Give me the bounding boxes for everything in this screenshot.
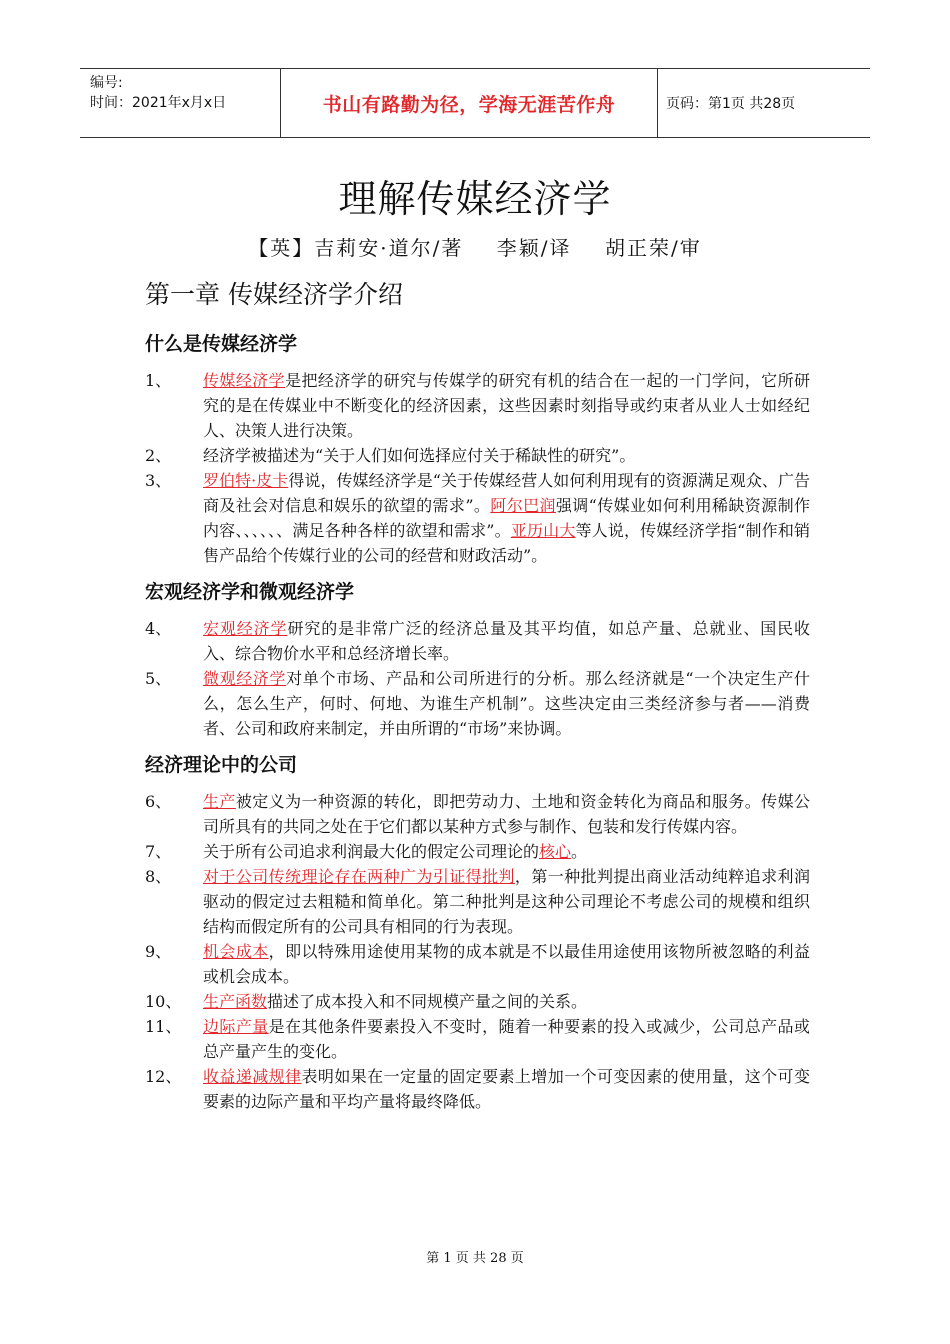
item-text: 对于公司传统理论存在两种广为引证得批判，第一种批判提出商业活动纯粹追求利润驱动的假定过去粗糙和简单化。第二种批判是这种公司理论不考虑公司的规模和组织结构而假定所有的公司具有相同的行为表现。: [203, 867, 810, 936]
item-text: 机会成本，即以特殊用途使用某物的成本就是不以最佳用途使用该物所被忽略的利益或机会成本。: [203, 942, 810, 986]
header-meta: [80, 69, 280, 137]
item-text: 罗伯特·皮卡得说，传媒经济学是“关于传媒经营人如何利用现有的资源满足观众、广告商及社会对信息和娱乐的欲望的需求”。阿尔巴润强调“传媒业如何利用稀缺资源制作内容、、、、、、满足各种各样的欲望和需求”。亚历山大等人说，传媒经济学指“制作和销售产品给个传媒行业的公司的经营和财政活动”。: [203, 471, 810, 565]
list-item: [145, 616, 810, 666]
number-label: 编号:: [90, 75, 123, 91]
item-text: 生产被定义为一种资源的转化，即把劳动力、土地和资金转化为商品和服务。传媒公司所具有的共同之处在于它们都以某种方式参与制作、包装和发行传媒内容。: [203, 792, 810, 836]
keyword-link[interactable]: 机会成本: [203, 942, 269, 961]
item-number: 11、: [145, 1017, 182, 1036]
keyword-link[interactable]: 阿尔巴润: [490, 496, 556, 515]
page-header: [80, 68, 870, 138]
chapter-heading: 第一章 传媒经济学介绍: [145, 280, 403, 309]
keyword-link[interactable]: 边际产量: [203, 1017, 269, 1036]
time-label: 时间：2021年x月x日: [90, 95, 227, 111]
keyword-link[interactable]: 亚历山大: [510, 521, 576, 540]
list-item: [145, 1064, 810, 1114]
item-number: 7、: [145, 842, 172, 861]
list-item: [145, 1014, 810, 1064]
item-number: 4、: [145, 619, 172, 638]
item-text: 收益递减规律表明如果在一定量的固定要素上增加一个可变因素的使用量，这个可变要素的边际产量和平均产量将最终降低。: [203, 1067, 810, 1111]
item-number: 12、: [145, 1067, 182, 1086]
item-number: 9、: [145, 942, 172, 961]
keyword-link[interactable]: 微观经济学: [203, 669, 287, 688]
item-number: 3、: [145, 471, 172, 490]
item-text: 生产函数描述了成本投入和不同规模产量之间的关系。: [203, 992, 588, 1011]
page-footer: 第 1 页 共 28 页: [426, 1251, 524, 1266]
item-number: 6、: [145, 792, 172, 811]
list-item: [145, 666, 810, 741]
section-heading: 经济理论中的公司: [145, 754, 298, 776]
list-item: [145, 443, 810, 468]
list-item: [145, 989, 810, 1014]
keyword-link[interactable]: 生产函数: [203, 992, 268, 1011]
section-heading: 宏观经济学和微观经济学: [145, 581, 355, 603]
item-text: 经济学被描述为“关于人们如何选择应付关于稀缺性的研究”。: [203, 446, 636, 465]
item-text: 宏观经济学研究的是非常广泛的经济总量及其平均值，如总产量、总就业、国民收入、综合物价水平和总经济增长率。: [203, 619, 810, 663]
list-item: [145, 789, 810, 839]
list-item: [145, 839, 810, 864]
document-title: 理解传媒经济学: [338, 177, 612, 221]
header-motto: 书山有路勤为径，学海无涯苦作舟: [280, 69, 658, 137]
keyword-link[interactable]: 宏观经济学: [203, 619, 288, 638]
item-text: 关于所有公司追求利润最大化的假定公司理论的核心。: [203, 842, 588, 861]
keyword-link[interactable]: 收益递减规律: [203, 1067, 302, 1086]
document-authors: 【英】吉莉安·道尔/著 李颖/译 胡正荣/审: [248, 236, 702, 260]
keyword-link[interactable]: 核心: [539, 842, 572, 861]
keyword-link[interactable]: 生产: [203, 792, 236, 811]
keyword-link[interactable]: 传媒经济学: [203, 371, 286, 390]
item-number: 8、: [145, 867, 172, 886]
document-body: [145, 278, 810, 1114]
list-item: [145, 368, 810, 443]
item-number: 5、: [145, 669, 172, 688]
keyword-link[interactable]: 罗伯特·皮卡: [203, 471, 289, 490]
item-text: 边际产量是在其他条件要素投入不变时，随着一种要素的投入或减少，公司总产品或总产量产生的变化。: [203, 1017, 810, 1061]
item-number: 2、: [145, 446, 172, 465]
header-page-info: 页码：第1页 共28页: [666, 96, 796, 112]
item-text: 传媒经济学是把经济学的研究与传媒学的研究有机的结合在一起的一门学问，它所研究的是在传媒业中不断变化的经济因素，这些因素时刻指导或约束者从业人士如经纪人、决策人进行决策。: [203, 371, 810, 440]
list-item: [145, 939, 810, 989]
section-heading: 什么是传媒经济学: [145, 333, 298, 355]
list-item: [145, 864, 810, 939]
keyword-link[interactable]: 对于公司传统理论存在两种广为引证得批判: [203, 867, 515, 886]
item-text: 微观经济学对单个市场、产品和公司所进行的分析。那么经济就是“一个决定生产什么，怎么生产，何时、何地、为谁生产机制”。这些决定由三类经济参与者——消费者、公司和政府来制定，并由所谓的“市场”来协调。: [203, 669, 810, 738]
item-number: 10、: [145, 992, 182, 1011]
item-number: 1、: [145, 371, 172, 390]
list-item: [145, 468, 810, 568]
